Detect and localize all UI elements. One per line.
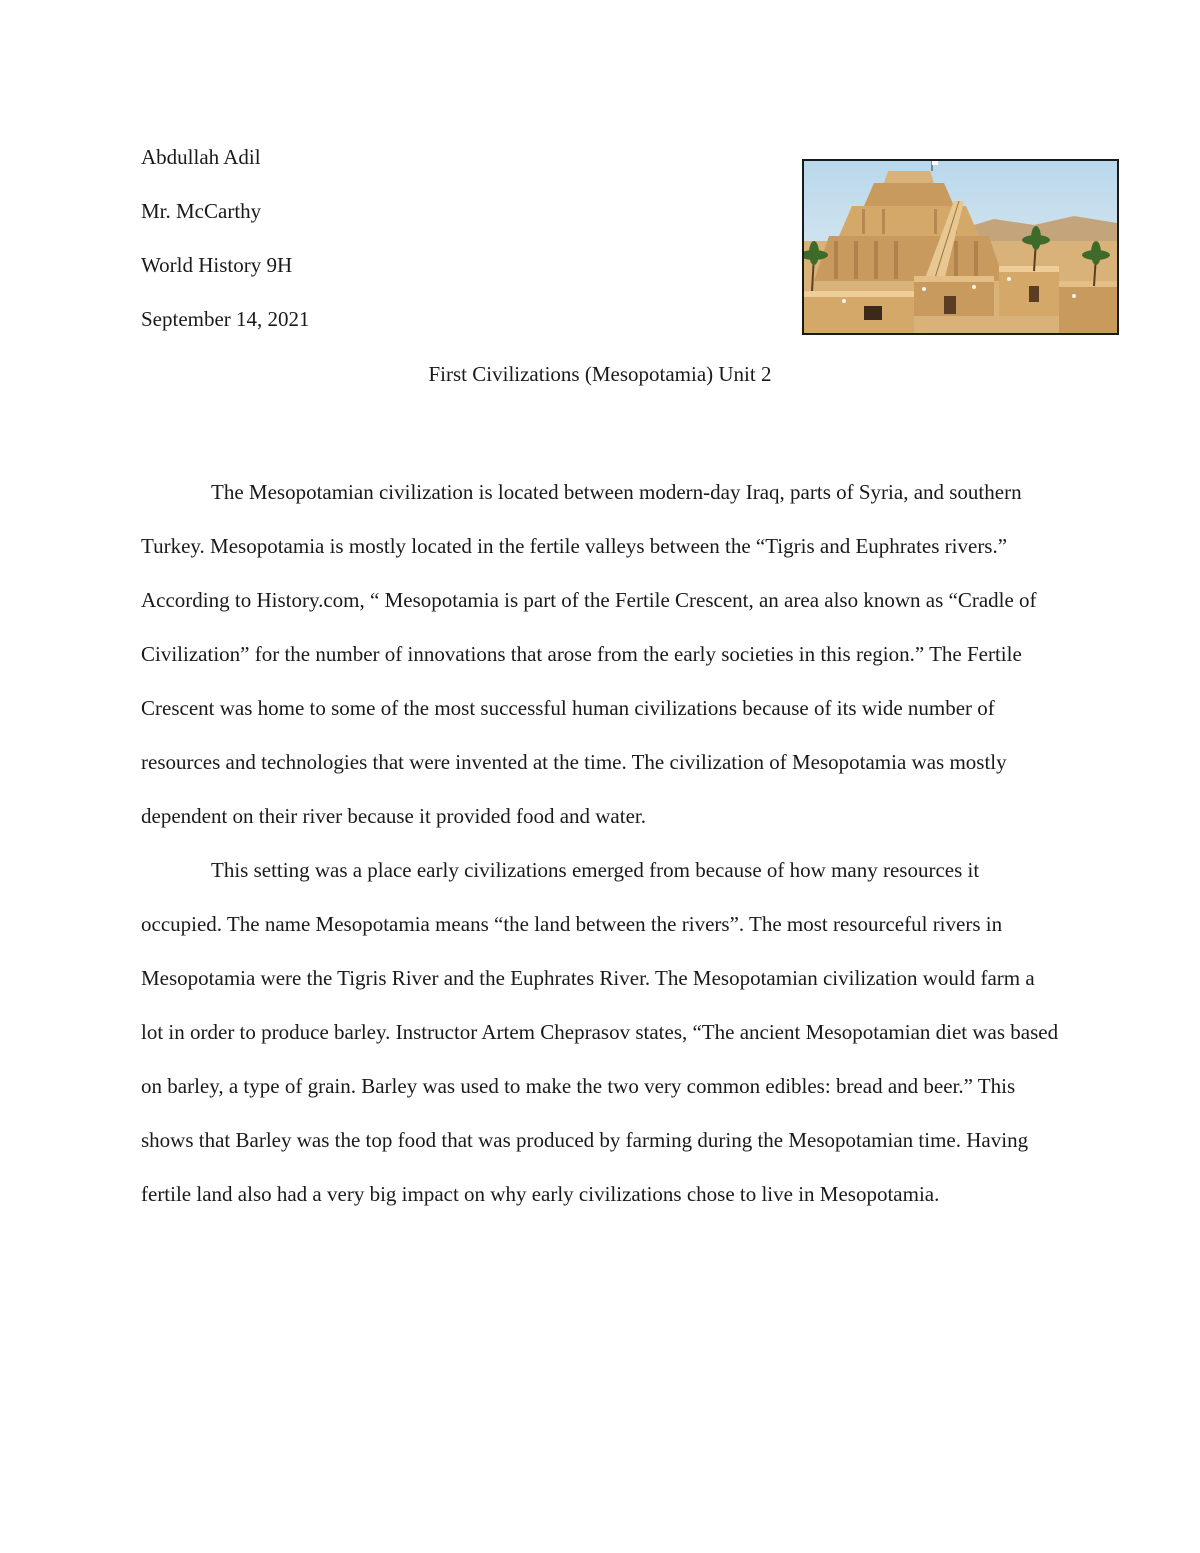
course-name: World History 9H (141, 253, 293, 277)
essay-body (141, 465, 1061, 1221)
date: September 14, 2021 (141, 307, 310, 331)
paragraph: This setting was a place early civilizations emerged from because of how many resources it occupied. The name Mesopotamia means “the land between the rivers”. The most resourceful rivers in Mesopotamia were the Tigris River and the Euphrates River. The Mesopotamian civilization would farm a lot in order to produce barley. Instructor Artem Cheprasov states, “The ancient Mesopotamian diet was based on barley, a type of grain. Barley was used to make the two very common edibles: bread and beer.” This shows that Barley was the top food that was produced by farming during the Mesopotamian time. Having fertile land also had a very big impact on why early civilizations chose to live in Mesopotamia. (141, 858, 1059, 1206)
student-name: Abdullah Adil (141, 145, 261, 169)
mesopotamia-illustration (802, 159, 1119, 335)
teacher-name: Mr. McCarthy (141, 199, 262, 223)
paragraph: The Mesopotamian civilization is located between modern-day Iraq, parts of Syria, and southern Turkey. Mesopotamia is mostly located in the fertile valleys between the “Tigris and Euphrates rivers.” According to History.com, “ Mesopotamia is part of the Fertile Crescent, an area also known as “Cradle of Civilization” for the number of innovations that arose from the early societies in this region.” The Fertile Crescent was home to some of the most successful human civilizations because of its wide number of resources and technologies that were invented at the time. The civilization of Mesopotamia was mostly dependent on their river because it provided food and water. (141, 480, 1037, 828)
city-ziggurat-picture (804, 161, 1117, 333)
essay-title: First Civilizations (Mesopotamia) Unit 2 (428, 362, 772, 386)
